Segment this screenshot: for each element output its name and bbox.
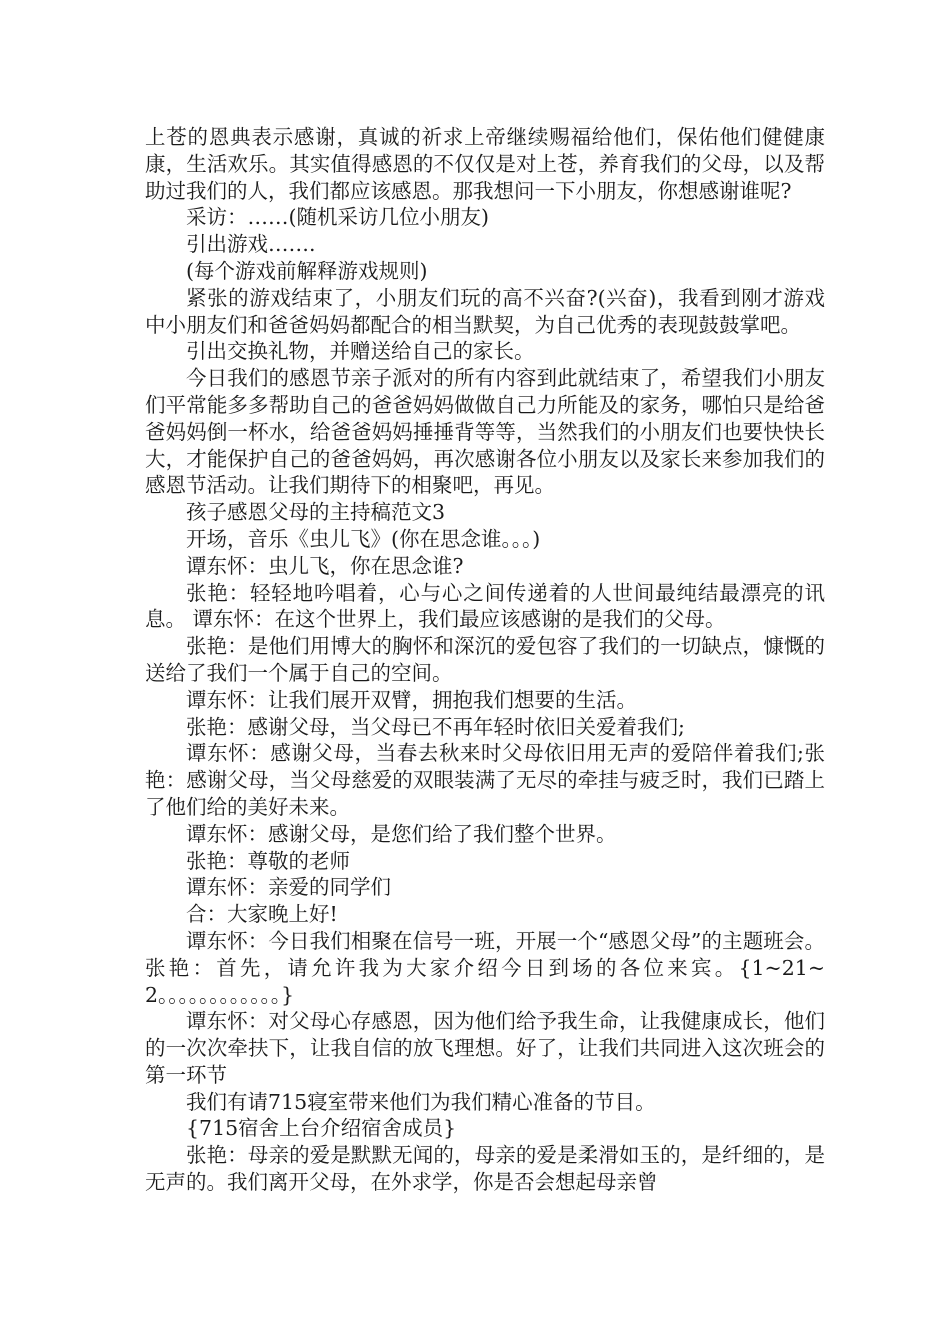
paragraph-2: 采访：……(随机采访几位小朋友) [186, 205, 489, 230]
paragraph-15: 谭东怀：感谢父母，当春去秋来时父母依旧用无声的爱陪伴着我们;张艳：感谢父母，当父母慈爱的双眼装满了无尽的牵挂与疲乏时，我们已踏上了他们给的美好未来。 [145, 741, 825, 819]
paragraph-24: 张艳：母亲的爱是默默无闻的，母亲的爱是柔滑如玉的，是纤细的，是无声的。我们离开父母，在外求学，你是否会想起母亲曾 [145, 1143, 825, 1195]
paragraph-12: 张艳：是他们用博大的胸怀和深沉的爱包容了我们的一切缺点，慷慨的送给了我们一个属于自己的空间。 [145, 634, 825, 685]
paragraph-3: 引出游戏……. [186, 232, 316, 257]
paragraph-23: {715宿舍上台介绍宿舍成员} [186, 1116, 457, 1141]
paragraph-13: 谭东怀：让我们展开双臂，拥抱我们想要的生活。 [186, 687, 637, 712]
section-heading: 孩子感恩父母的主持稿范文3 [186, 500, 446, 525]
paragraph-17: 张艳：尊敬的老师 [186, 848, 350, 873]
paragraph-9: 开场，音乐《虫儿飞》(你在思念谁。。。) [186, 526, 541, 551]
paragraph-10: 谭东怀：虫儿飞，你在思念谁? [186, 553, 464, 578]
paragraph-22: 我们有请715寝室带来他们为我们精心准备的节目。 [186, 1089, 656, 1114]
paragraph-4: (每个游戏前解释游戏规则) [186, 258, 428, 283]
paragraph-5: 紧张的游戏结束了，小朋友们玩的高不兴奋?(兴奋)，我看到刚才游戏中小朋友们和爸爸妈妈都配合的相当默契，为自己优秀的表现鼓鼓掌吧。 [145, 285, 825, 337]
document-body [145, 124, 825, 1196]
paragraph-14: 张艳：感谢父母，当父母已不再年轻时依旧关爱着我们; [186, 714, 685, 739]
paragraph-19: 合：大家晚上好! [186, 902, 338, 927]
paragraph-6: 引出交换礼物，并赠送给自己的家长。 [186, 339, 535, 364]
paragraph-16: 谭东怀：感谢父母，是您们给了我们整个世界。 [186, 821, 617, 846]
paragraph-18: 谭东怀：亲爱的同学们 [186, 875, 391, 900]
paragraph-7: 今日我们的感恩节亲子派对的所有内容到此就结束了，希望我们小朋友们平常能多多帮助自己的爸爸妈妈做做自己力所能及的家务，哪怕只是给爸爸妈妈倒一杯水，给爸爸妈妈捶捶背等等，当然我们的小朋友们也要快快长大，才能保护自己的爸爸妈妈，再次感谢各位小朋友以及家长来参加我们的感恩节活动。让我们期待下的相聚吧，再见。 [145, 366, 825, 498]
paragraph-1: 上苍的恩典表示感谢，真诚的祈求上帝继续赐福给他们，保佑他们健健康康，生活欢乐。其实值得感恩的不仅仅是对上苍，养育我们的父母，以及帮助过我们的人，我们都应该感恩。那我想问一下小朋友，你想感谢谁呢? [145, 125, 825, 203]
paragraph-20: 谭东怀：今日我们相聚在信号一班，开展一个“感恩父母”的主题班会。 张艳：首先，请允许我为大家介绍今日到场的各位来宾。{1~21~2。。。。。。。。。。。。} [145, 928, 825, 1007]
paragraph-21: 谭东怀：对父母心存感恩，因为他们给予我生命，让我健康成长，他们的一次次牵扶下，让我自信的放飞理想。好了，让我们共同进入这次班会的第一环节 [145, 1009, 825, 1087]
paragraph-11: 张艳：轻轻地吟唱着，心与心之间传递着的人世间最纯结最漂亮的讯息。 谭东怀：在这个世界上，我们最应该感谢的是我们的父母。 [145, 580, 825, 632]
